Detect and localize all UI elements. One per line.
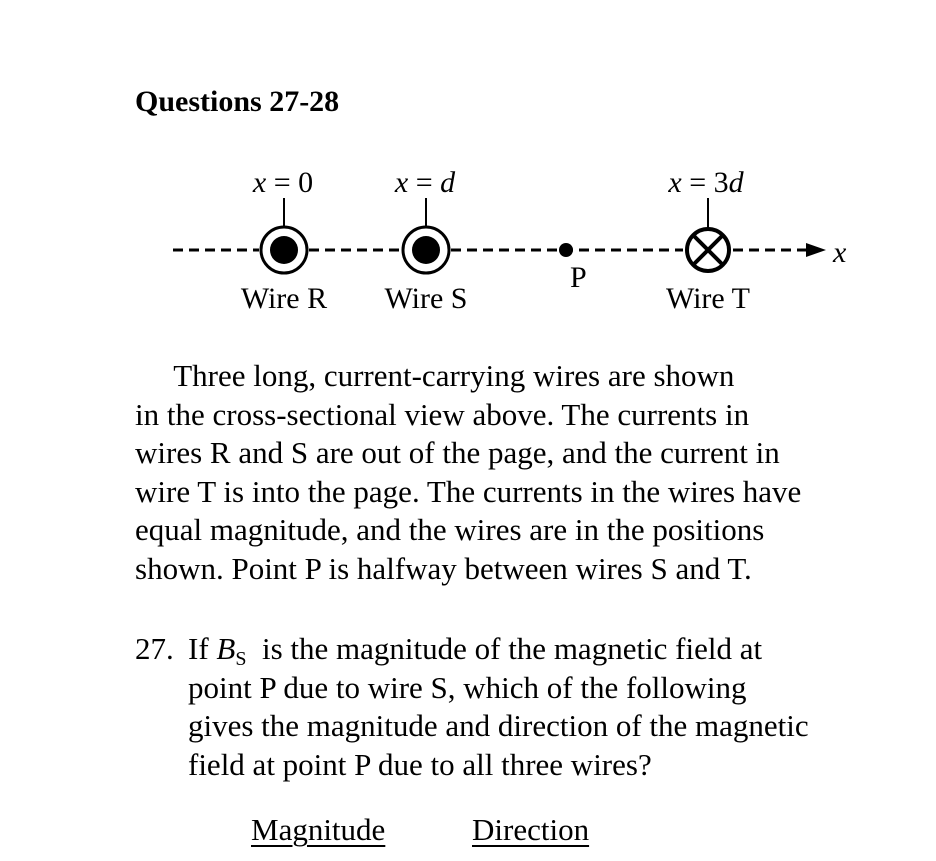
description-line: shown. Point P is halfway between wires S and T. <box>135 550 752 586</box>
description-line: Three long, current-carrying wires are shown <box>135 358 735 393</box>
position-label-wire-t: x = 3d <box>668 166 744 199</box>
question-text <box>188 630 809 784</box>
wire-t-into-page-icon <box>687 229 729 271</box>
position-label-wire-r: x = 0 <box>252 166 314 199</box>
point-p-label: P <box>570 261 587 294</box>
field-symbol-subscript: S <box>235 648 247 670</box>
section-heading: Questions 27-28 <box>135 85 340 118</box>
description-line: wires R and S are out of the page, and the current in <box>135 435 780 471</box>
question-line: gives the magnitude and direction of the magnetic <box>188 708 809 744</box>
problem-description <box>135 357 801 589</box>
question-line: field at point P due to all three wires? <box>188 746 652 782</box>
question-line-1 <box>188 630 809 669</box>
column-header-magnitude: Magnitude <box>251 812 386 847</box>
wire-label-r: Wire R <box>240 282 328 315</box>
x-axis-arrowhead <box>806 243 826 257</box>
description-line: wire T is into the page. The currents in the wires have <box>135 473 802 509</box>
question-intro: If <box>188 631 209 666</box>
point-p-dot <box>559 243 573 257</box>
position-label-wire-s: x = d <box>394 166 456 199</box>
wire-diagram <box>0 0 936 330</box>
question-line: point P due to wire S, which of the following <box>188 669 747 705</box>
x-axis-label: x <box>833 236 847 269</box>
question-line-1-rest: is the magnitude of the magnetic field at <box>261 631 763 666</box>
field-symbol: $B_S$ <box>216 631 247 670</box>
wire-s-out-of-page-icon <box>403 227 449 273</box>
description-line: equal magnitude, and the wires are in the positions <box>135 512 765 548</box>
wire-r-out-of-page-icon <box>261 227 307 273</box>
column-header-direction: Direction <box>472 812 590 847</box>
wire-label-s: Wire S <box>384 282 468 315</box>
description-line: in the cross-sectional view above. The currents in <box>135 396 750 432</box>
wire-label-t: Wire T <box>665 282 751 315</box>
question-number: 27. <box>135 631 174 666</box>
